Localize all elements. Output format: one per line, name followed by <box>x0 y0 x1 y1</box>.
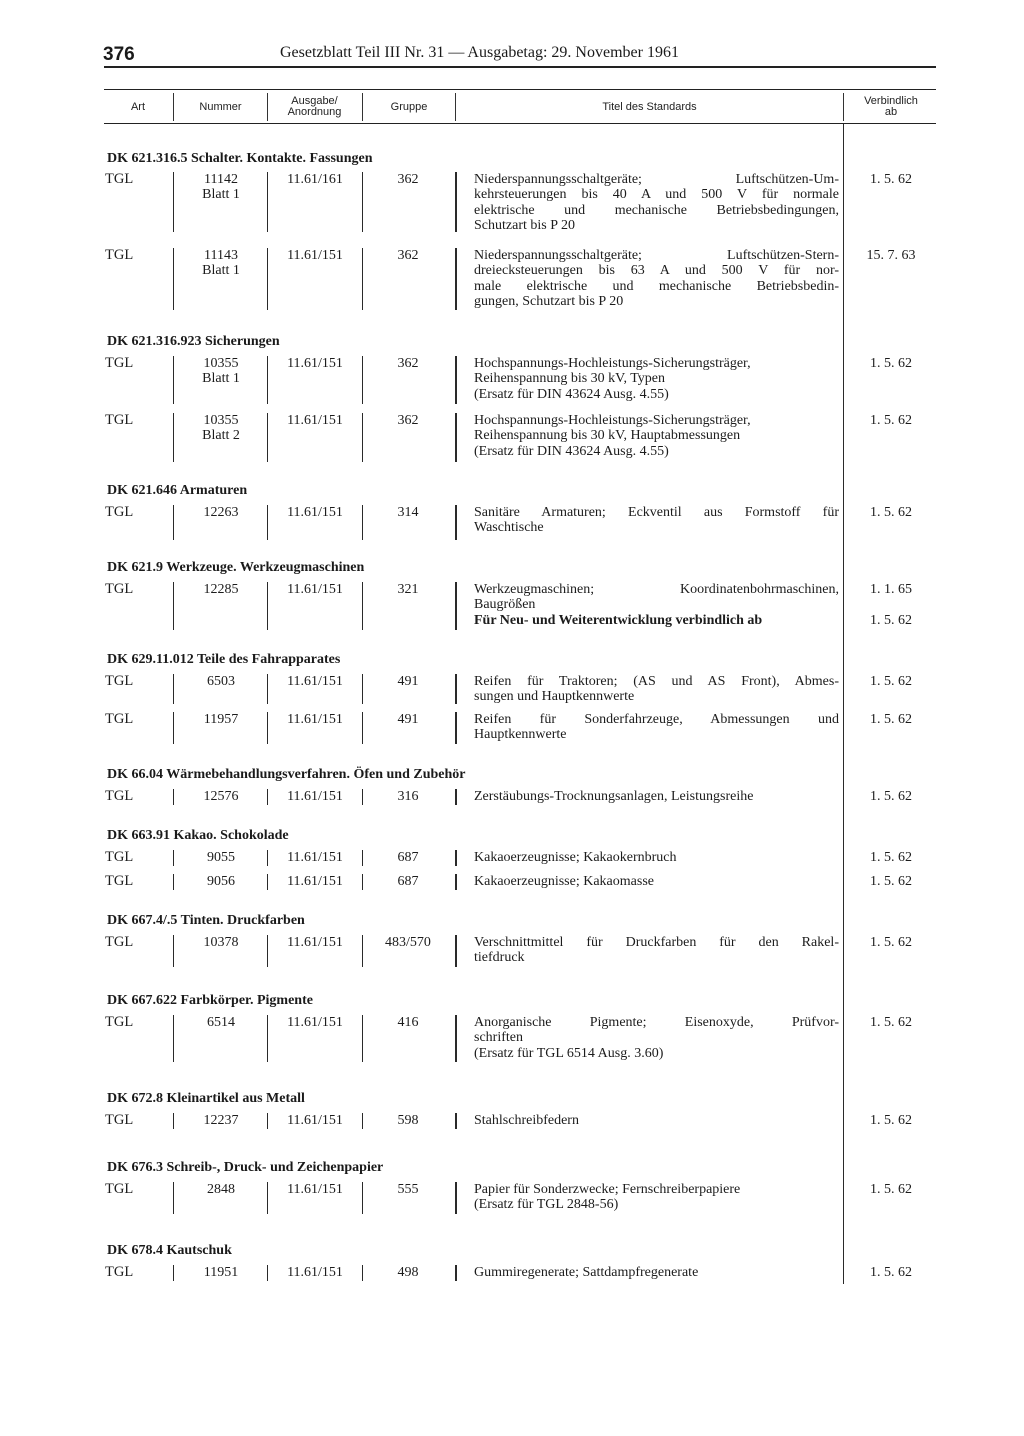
gruppe-cell: 491 <box>397 712 419 727</box>
column-divider <box>362 1113 363 1129</box>
column-divider <box>267 413 268 462</box>
gruppe-cell: 498 <box>397 1265 419 1280</box>
verbindlich-ab-line: 1. 5. 62 <box>870 356 912 371</box>
column-divider <box>362 712 363 744</box>
titel-line: (Ersatz für TGL 2848-56) <box>474 1197 619 1213</box>
column-divider <box>362 874 363 890</box>
titel-line: Werkzeugmaschinen; Koordinatenbohrmaschinen, <box>474 582 839 597</box>
art-cell: TGL <box>105 247 134 263</box>
titel-cell <box>474 582 839 628</box>
titel-cell <box>474 935 839 966</box>
section-title: DK 672.8 Kleinartikel aus Metall <box>107 1091 305 1106</box>
column-header-gruppe: Gruppe <box>390 100 428 113</box>
art-cell: TGL <box>105 1112 134 1128</box>
verbindlich-ab-cell <box>846 712 936 727</box>
verbindlich-ab-line: 15. 7. 63 <box>866 248 916 263</box>
art-cell: TGL <box>105 1181 134 1197</box>
titel-line: Reifen für Traktoren; (AS und AS Front), Abmes- <box>474 674 839 689</box>
nummer-line: Blatt 1 <box>202 187 240 203</box>
verbindlich-ab-line: 1. 5. 62 <box>870 874 912 889</box>
verbindlich-ab-line: 1. 5. 62 <box>870 1182 912 1197</box>
titel-cell <box>474 248 839 310</box>
verbindlich-ab-cell <box>846 505 936 520</box>
column-divider <box>362 582 363 630</box>
column-divider <box>267 582 268 630</box>
titel-line: Sanitäre Armaturen; Eckventil aus Formstoff für <box>474 505 839 520</box>
nummer-line: 2848 <box>207 1182 235 1197</box>
verbindlich-ab-cell <box>846 248 936 263</box>
titel-line: (Ersatz für DIN 43624 Ausg. 4.55) <box>474 386 669 402</box>
column-divider <box>173 1182 174 1214</box>
titel-line: Niederspannungsschaltgeräte; Luftschützen-Stern- <box>474 248 839 263</box>
gruppe-cell: 687 <box>397 850 419 865</box>
gruppe-cell: 362 <box>397 172 419 187</box>
column-header-titel: Titel des Standards <box>602 100 697 113</box>
column-divider <box>267 505 268 540</box>
column-divider <box>173 712 174 744</box>
gruppe-cell: 491 <box>397 674 419 689</box>
column-divider <box>455 1113 457 1129</box>
column-divider <box>362 1182 363 1214</box>
column-divider <box>267 1015 268 1062</box>
nummer-line: 12263 <box>203 505 239 520</box>
section-title: DK 621.316.5 Schalter. Kontakte. Fassungen <box>107 151 373 166</box>
gruppe-cell: 416 <box>397 1015 419 1030</box>
titel-cell <box>474 674 839 705</box>
titel-line: Anorganische Pigmente; Eisenoxyde, Prüfvor- <box>474 1015 839 1030</box>
column-divider <box>173 1015 174 1062</box>
titel-line: Hochspannungs-Hochleistungs-Sicherungsträger, <box>474 356 751 371</box>
verbindlich-ab-cell <box>846 172 936 187</box>
nummer-line: 11142 <box>204 172 238 187</box>
titel-line: Niederspannungsschaltgeräte; Luftschützen-Um- <box>474 172 839 187</box>
titel-line: Für Neu- und Weiterentwicklung verbindlich ab <box>474 612 763 628</box>
section-title: DK 676.3 Schreib-, Druck- und Zeichenpapier <box>107 1160 384 1175</box>
column-divider <box>173 582 174 630</box>
right-column-divider <box>843 124 844 1284</box>
titel-line: tiefdruck <box>474 950 525 966</box>
column-divider <box>455 850 457 866</box>
verbindlich-ab-cell <box>846 674 936 689</box>
gruppe-cell: 316 <box>397 789 419 804</box>
nummer-line: 11957 <box>203 712 239 727</box>
column-divider <box>455 172 457 232</box>
ausgabe-cell: 11.61/151 <box>287 874 343 889</box>
section-title: DK 621.9 Werkzeuge. Werkzeugmaschinen <box>107 560 365 575</box>
ausgabe-cell: 11.61/151 <box>287 1182 343 1197</box>
art-cell: TGL <box>105 412 134 428</box>
column-divider <box>843 93 844 121</box>
nummer-line: 11143 <box>204 248 238 263</box>
titel-line: (Ersatz für DIN 43624 Ausg. 4.55) <box>474 443 669 459</box>
verbindlich-ab-cell <box>846 850 936 865</box>
column-divider <box>173 935 174 967</box>
column-divider <box>362 674 363 704</box>
column-divider <box>173 789 174 805</box>
column-divider <box>173 674 174 704</box>
table-head-bottom-rule <box>104 123 936 124</box>
titel-line: (Ersatz für TGL 6514 Ausg. 3.60) <box>474 1045 664 1061</box>
gruppe-cell: 314 <box>397 505 419 520</box>
nummer-line: 9056 <box>207 874 235 889</box>
ausgabe-cell: 11.61/151 <box>287 712 343 727</box>
nummer-cell <box>176 172 266 203</box>
column-divider <box>173 356 174 404</box>
column-divider <box>173 1265 174 1281</box>
column-divider <box>455 413 457 462</box>
nummer-line: Blatt 1 <box>202 371 240 387</box>
verbindlich-ab-cell <box>846 1113 936 1128</box>
art-cell: TGL <box>105 1014 134 1030</box>
verbindlich-ab-line <box>846 597 936 612</box>
column-divider <box>267 935 268 967</box>
nummer-line: 10378 <box>203 935 239 950</box>
ausgabe-cell: 11.61/151 <box>287 413 343 428</box>
art-cell: TGL <box>105 934 134 950</box>
titel-line: elektrische und mechanische Betriebsbedingungen, <box>474 202 839 218</box>
verbindlich-ab-cell <box>846 1265 936 1280</box>
verbindlich-ab-line: 1. 5. 62 <box>870 172 912 187</box>
verbindlich-ab-line: 1. 5. 62 <box>870 1015 912 1030</box>
verbindlich-ab-line: 1. 5. 62 <box>870 612 912 628</box>
column-divider <box>173 850 174 866</box>
ausgabe-cell: 11.61/151 <box>287 850 343 865</box>
titel-cell <box>474 356 839 402</box>
nummer-line: Blatt 2 <box>202 428 240 444</box>
titel-cell <box>474 1015 839 1061</box>
column-header-ausgabe: Ausgabe/ Anordnung <box>287 95 342 118</box>
column-divider <box>267 172 268 232</box>
column-divider <box>267 674 268 704</box>
titel-cell <box>474 1113 839 1128</box>
column-divider <box>173 413 174 462</box>
column-divider <box>455 674 457 704</box>
section-title: DK 678.4 Kautschuk <box>107 1243 232 1258</box>
table-head-top-rule <box>104 89 936 90</box>
titel-line: schriften <box>474 1030 523 1046</box>
nummer-cell <box>176 413 266 444</box>
nummer-line: 6503 <box>207 674 235 689</box>
column-divider <box>267 1265 268 1281</box>
titel-cell <box>474 850 839 865</box>
section-title: DK 667.622 Farbkörper. Pigmente <box>107 993 313 1008</box>
art-cell: TGL <box>105 581 134 597</box>
verbindlich-ab-cell <box>846 413 936 428</box>
titel-line: Hochspannungs-Hochleistungs-Sicherungsträger, <box>474 413 751 428</box>
section-title: DK 621.316.923 Sicherungen <box>107 334 280 349</box>
titel-cell <box>474 505 839 536</box>
titel-line: Kakaoerzeugnisse; Kakaokernbruch <box>474 850 677 865</box>
ausgabe-cell: 11.61/151 <box>287 582 343 597</box>
titel-cell <box>474 712 839 743</box>
titel-line: male elektrische und mechanische Betriebsbedin- <box>474 278 839 294</box>
nummer-cell <box>176 505 266 520</box>
column-divider <box>173 874 174 890</box>
gruppe-cell: 483/570 <box>385 935 431 950</box>
column-divider <box>173 248 174 310</box>
art-cell: TGL <box>105 788 134 804</box>
column-divider <box>173 505 174 540</box>
ausgabe-cell: 11.61/151 <box>287 505 343 520</box>
nummer-line: 11951 <box>203 1265 239 1280</box>
gruppe-cell: 362 <box>397 248 419 263</box>
column-divider <box>267 789 268 805</box>
nummer-cell <box>176 850 266 865</box>
column-divider <box>267 1113 268 1129</box>
column-divider <box>362 505 363 540</box>
column-divider <box>455 874 457 890</box>
verbindlich-ab-cell <box>846 356 936 371</box>
column-divider <box>267 874 268 890</box>
gruppe-cell: 321 <box>397 582 419 597</box>
verbindlich-ab-line: 1. 5. 62 <box>870 1265 912 1280</box>
verbindlich-ab-line: 1. 5. 62 <box>870 505 912 520</box>
column-divider <box>362 356 363 404</box>
section-title: DK 629.11.012 Teile des Fahrapparates <box>107 652 341 667</box>
nummer-cell <box>176 1113 266 1128</box>
column-divider <box>362 789 363 805</box>
verbindlich-ab-cell <box>846 935 936 950</box>
ausgabe-cell: 11.61/151 <box>287 356 343 371</box>
column-divider <box>455 1265 457 1281</box>
verbindlich-ab-line: 1. 5. 62 <box>870 712 912 727</box>
column-divider <box>362 248 363 310</box>
titel-cell <box>474 172 839 234</box>
column-divider <box>455 248 457 310</box>
page-number: 376 <box>103 44 135 65</box>
titel-line: Gummiregenerate; Sattdampfregenerate <box>474 1265 699 1280</box>
titel-line: Reihenspannung bis 30 kV, Hauptabmessungen <box>474 428 741 444</box>
titel-cell <box>474 1265 839 1280</box>
titel-cell <box>474 1182 839 1213</box>
nummer-line: 6514 <box>207 1015 235 1030</box>
nummer-line: 12576 <box>203 789 239 804</box>
verbindlich-ab-cell <box>846 1182 936 1197</box>
column-divider <box>267 850 268 866</box>
titel-line: Baugrößen <box>474 597 536 613</box>
column-divider <box>362 1265 363 1281</box>
art-cell: TGL <box>105 711 134 727</box>
column-divider <box>267 712 268 744</box>
nummer-cell <box>176 356 266 387</box>
column-divider <box>362 172 363 232</box>
art-cell: TGL <box>105 673 134 689</box>
nummer-cell <box>176 1182 266 1197</box>
verbindlich-ab-cell <box>846 874 936 889</box>
column-divider <box>362 413 363 462</box>
nummer-line: 10355 <box>203 356 239 371</box>
nummer-cell <box>176 1265 266 1280</box>
verbindlich-ab-line: 1. 5. 62 <box>870 413 912 428</box>
column-divider <box>455 1015 457 1062</box>
verbindlich-ab-line: 1. 5. 62 <box>870 789 912 804</box>
verbindlich-ab-line: 1. 5. 62 <box>870 1113 912 1128</box>
column-divider <box>362 850 363 866</box>
column-divider <box>267 356 268 404</box>
gruppe-cell: 687 <box>397 874 419 889</box>
column-header-art: Art <box>130 100 146 113</box>
ausgabe-cell: 11.61/151 <box>287 935 343 950</box>
column-divider <box>267 248 268 310</box>
titel-cell <box>474 874 839 889</box>
column-header-verbindlich: Verbindlich ab <box>864 95 918 118</box>
art-cell: TGL <box>105 1264 134 1280</box>
column-divider <box>455 1182 457 1214</box>
column-divider <box>455 356 457 404</box>
column-divider <box>362 935 363 967</box>
art-cell: TGL <box>105 171 134 187</box>
titel-cell <box>474 789 839 804</box>
column-divider <box>455 789 457 805</box>
verbindlich-ab-line: 1. 5. 62 <box>870 935 912 950</box>
nummer-cell <box>176 712 266 727</box>
verbindlich-ab-cell <box>846 582 936 628</box>
titel-line: kehrsteuerungen bis 40 A und 500 V für normale <box>474 187 839 203</box>
column-divider <box>455 712 457 744</box>
nummer-line: Blatt 1 <box>202 263 240 279</box>
ausgabe-cell: 11.61/151 <box>287 1015 343 1030</box>
titel-line: sungen und Hauptkennwerte <box>474 689 635 705</box>
nummer-line: 12285 <box>203 582 239 597</box>
header-rule <box>104 66 936 68</box>
gruppe-cell: 555 <box>397 1182 419 1197</box>
titel-line: Papier für Sonderzwecke; Fernschreiberpapiere <box>474 1182 741 1197</box>
nummer-line: 10355 <box>203 413 239 428</box>
titel-line: Reihenspannung bis 30 kV, Typen <box>474 371 665 387</box>
gruppe-cell: 362 <box>397 413 419 428</box>
titel-line: Schutzart bis P 20 <box>474 218 575 234</box>
verbindlich-ab-line: 1. 1. 65 <box>870 582 912 597</box>
column-divider <box>455 582 457 630</box>
column-divider <box>173 1113 174 1129</box>
column-divider <box>267 1182 268 1214</box>
ausgabe-cell: 11.61/151 <box>287 248 343 263</box>
section-title: DK 621.646 Armaturen <box>107 483 248 498</box>
titel-line: Hauptkennwerte <box>474 727 567 743</box>
ausgabe-cell: 11.61/151 <box>287 1265 343 1280</box>
art-cell: TGL <box>105 504 134 520</box>
titel-line: Verschnittmittel für Druckfarben für den Rakel- <box>474 935 839 950</box>
nummer-cell <box>176 789 266 804</box>
gruppe-cell: 362 <box>397 356 419 371</box>
ausgabe-cell: 11.61/151 <box>287 674 343 689</box>
art-cell: TGL <box>105 873 134 889</box>
nummer-line: 9055 <box>207 850 235 865</box>
ausgabe-cell: 11.61/151 <box>287 1113 343 1128</box>
nummer-cell <box>176 248 266 279</box>
ausgabe-cell: 11.61/151 <box>287 789 343 804</box>
nummer-cell <box>176 582 266 597</box>
verbindlich-ab-cell <box>846 789 936 804</box>
titel-line: Reifen für Sonderfahrzeuge, Abmessungen und <box>474 712 839 727</box>
section-title: DK 667.4/.5 Tinten. Druckfarben <box>107 913 305 928</box>
nummer-cell <box>176 674 266 689</box>
titel-line: Waschtische <box>474 520 544 536</box>
verbindlich-ab-cell <box>846 1015 936 1030</box>
running-title: Gesetzblatt Teil III Nr. 31 — Ausgabetag: 29. November 1961 <box>280 44 679 61</box>
titel-cell <box>474 413 839 459</box>
titel-line: Zerstäubungs-Trocknungsanlagen, Leistungsreihe <box>474 789 754 804</box>
section-title: DK 663.91 Kakao. Schokolade <box>107 828 289 843</box>
titel-line: dreiecksteuerungen bis 63 A und 500 V für nor- <box>474 263 839 279</box>
titel-line: Kakaoerzeugnisse; Kakaomasse <box>474 874 654 889</box>
art-cell: TGL <box>105 355 134 371</box>
titel-line: gungen, Schutzart bis P 20 <box>474 294 624 310</box>
column-divider <box>362 1015 363 1062</box>
titel-line: Stahlschreibfedern <box>474 1113 579 1128</box>
column-divider <box>173 172 174 232</box>
column-header-nummer: Nummer <box>199 100 242 113</box>
column-divider <box>455 505 457 540</box>
gruppe-cell: 598 <box>397 1113 419 1128</box>
nummer-line: 12237 <box>203 1113 239 1128</box>
art-cell: TGL <box>105 849 134 865</box>
section-title: DK 66.04 Wärmebehandlungsverfahren. Öfen und Zubehör <box>107 767 466 782</box>
nummer-cell <box>176 935 266 950</box>
nummer-cell <box>176 1015 266 1030</box>
verbindlich-ab-line: 1. 5. 62 <box>870 674 912 689</box>
nummer-cell <box>176 874 266 889</box>
ausgabe-cell: 11.61/161 <box>287 172 343 187</box>
verbindlich-ab-line: 1. 5. 62 <box>870 850 912 865</box>
column-divider <box>455 935 457 967</box>
